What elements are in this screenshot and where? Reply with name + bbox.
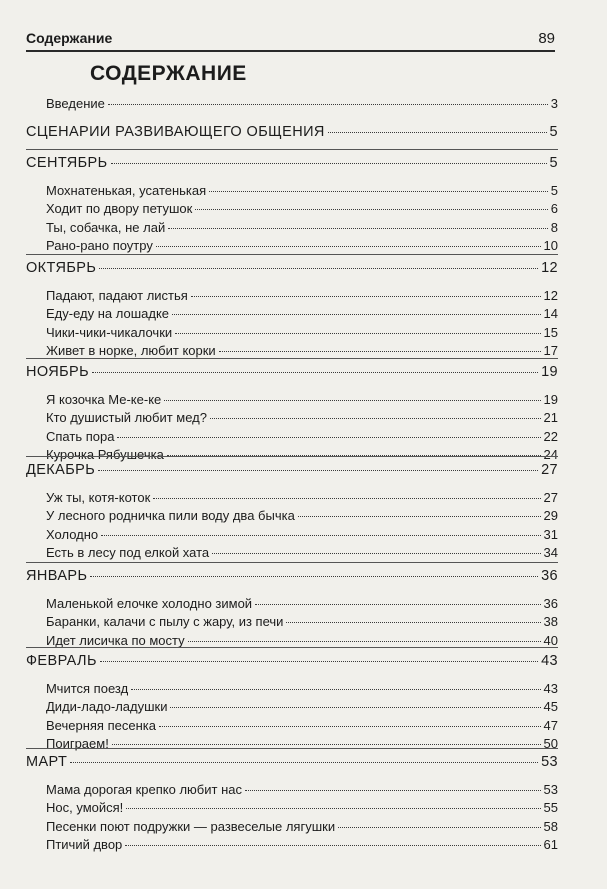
toc-entry [26, 447, 558, 462]
toc-month-heading-page: 5 [549, 155, 558, 171]
dot-leader [245, 790, 541, 791]
dot-leader [212, 553, 540, 554]
toc-entry-page: 31 [543, 527, 558, 542]
toc-entry [26, 681, 558, 696]
running-header [26, 30, 555, 52]
toc-entry-page: 40 [543, 633, 558, 648]
toc-entry-title: Введение [46, 96, 105, 111]
toc-entry-page: 24 [543, 447, 558, 462]
toc-entry-page: 6 [550, 201, 558, 216]
dot-leader [126, 808, 540, 809]
toc-month-heading [26, 462, 558, 478]
toc-entry-page: 5 [550, 183, 558, 198]
toc-entry-title: Чики-чики-чикалочки [46, 325, 173, 340]
toc-month-heading-page: 27 [541, 462, 558, 478]
toc-entry [26, 490, 558, 505]
toc-entry-title: Диди-ладо-ладушки [46, 699, 168, 714]
section-divider [26, 358, 558, 359]
toc-entry-page: 19 [543, 392, 558, 407]
dot-leader [168, 228, 548, 229]
dot-leader [153, 498, 540, 499]
toc-entry-title: Я козочка Ме-ке-ке [46, 392, 162, 407]
toc-entry-title: Рано-рано поутру [46, 238, 153, 253]
toc-month-heading-page: 12 [541, 260, 558, 276]
dot-leader [131, 689, 540, 690]
dot-leader [70, 762, 538, 763]
dot-leader [111, 163, 547, 164]
toc-entry [26, 718, 558, 733]
toc-month-heading-title: ДЕКАБРЬ [26, 462, 96, 478]
toc-entry [26, 306, 558, 321]
toc-entry-page: 12 [543, 288, 558, 303]
section-divider [26, 647, 558, 648]
toc-entry-title: Идет лисичка по мосту [46, 633, 185, 648]
toc-entry-title: Поиграем! [46, 736, 109, 751]
dot-leader [175, 333, 540, 334]
toc-entry-title: Кто душистый любит мед? [46, 410, 207, 425]
toc-entry-title: Спать пора [46, 429, 115, 444]
section-divider [26, 456, 558, 457]
toc-month-heading [26, 260, 558, 276]
toc-month-heading [26, 754, 558, 770]
dot-leader [255, 604, 540, 605]
toc-title: СОДЕРЖАНИЕ [90, 62, 247, 85]
toc-entry-title: Вечерняя песенка [46, 718, 156, 733]
toc-part-title: СЦЕНАРИИ РАЗВИВАЮЩЕГО ОБЩЕНИЯ [26, 124, 325, 140]
dot-leader [99, 268, 538, 269]
toc-entry [26, 633, 558, 648]
toc-entry-page: 14 [543, 306, 558, 321]
toc-entry-title: Еду-еду на лошадке [46, 306, 170, 321]
dot-leader [286, 622, 540, 623]
toc-entry-title: Падают, падают листья [46, 288, 188, 303]
section-divider [26, 562, 558, 563]
toc-entry-page: 36 [543, 596, 558, 611]
dot-leader [338, 827, 540, 828]
toc-entry-page: 22 [543, 429, 558, 444]
toc-month-heading-title: МАРТ [26, 754, 68, 770]
toc-entry [26, 325, 558, 340]
toc-entry [26, 343, 558, 358]
toc-entry [26, 220, 558, 235]
dot-leader [219, 351, 541, 352]
toc-month-heading-page: 53 [541, 754, 558, 770]
dot-leader [108, 104, 548, 105]
dot-leader [159, 726, 541, 727]
toc-entry [26, 527, 558, 542]
toc-entry-title: У лесного родничка пили воду два бычка [46, 508, 295, 523]
dot-leader [98, 470, 538, 471]
toc-entry-title: Живет в норке, любит корки [46, 343, 216, 358]
toc-entry-page: 38 [543, 614, 558, 629]
toc-entry [26, 837, 558, 852]
dot-leader [170, 707, 540, 708]
toc-month-heading [26, 364, 558, 380]
toc-entry-page: 43 [543, 681, 558, 696]
toc-entry-title: Птичий двор [46, 837, 123, 852]
running-title: Содержание [26, 30, 113, 46]
toc-part-page: 5 [549, 124, 558, 140]
section-divider [26, 254, 558, 255]
toc-entry [26, 201, 558, 216]
dot-leader [156, 246, 541, 247]
dot-leader [188, 641, 541, 642]
toc-entry-page: 10 [543, 238, 558, 253]
toc-entry-title: Нос, умойся! [46, 800, 124, 815]
toc-entry-title: Маленькой елочке холодно зимой [46, 596, 253, 611]
toc-entry-page: 45 [543, 699, 558, 714]
toc-entry-page: 53 [543, 782, 558, 797]
dot-leader [328, 132, 547, 133]
toc-entry [26, 614, 558, 629]
toc-entry [26, 183, 558, 198]
toc-entry-page: 34 [543, 545, 558, 560]
toc-month-heading [26, 653, 558, 669]
toc-entry-page: 47 [543, 718, 558, 733]
toc-entry [26, 238, 558, 253]
section-divider [26, 149, 558, 150]
dot-leader [210, 418, 541, 419]
dot-leader [101, 535, 540, 536]
toc-part-heading [26, 124, 558, 140]
dot-leader [195, 209, 547, 210]
toc-month-heading-title: ЯНВАРЬ [26, 568, 88, 584]
toc-entry-title: Мохнатенькая, усатенькая [46, 183, 207, 198]
toc-entry-title: Мчится поезд [46, 681, 129, 696]
toc-entry-page: 61 [543, 837, 558, 852]
toc-entry-title: Мама дорогая крепко любит нас [46, 782, 242, 797]
toc-entry [26, 508, 558, 523]
toc-entry [26, 596, 558, 611]
toc-entry-title: Песенки поют подружки — развеселые лягушки [46, 819, 336, 834]
toc-entry-page: 58 [543, 819, 558, 834]
toc-entry [26, 429, 558, 444]
dot-leader [209, 191, 548, 192]
toc-month-heading-title: НОЯБРЬ [26, 364, 90, 380]
dot-leader [92, 372, 538, 373]
toc-month-heading [26, 155, 558, 171]
toc-entry [26, 699, 558, 714]
toc-entry-page: 55 [543, 800, 558, 815]
toc-entry-title: Курочка Рябушечка [46, 447, 164, 462]
toc-entry-page: 21 [543, 410, 558, 425]
toc-entry-title: Есть в лесу под елкой хата [46, 545, 210, 560]
toc-entry-title: Ты, собачка, не лай [46, 220, 166, 235]
toc-entry [26, 545, 558, 560]
dot-leader [191, 296, 541, 297]
dot-leader [125, 845, 540, 846]
toc-entry-title: Ходит по двору петушок [46, 201, 193, 216]
toc-entry-page: 27 [543, 490, 558, 505]
dot-leader [112, 744, 541, 745]
toc-month-heading-page: 43 [541, 653, 558, 669]
toc-month-heading-page: 36 [541, 568, 558, 584]
toc-month-heading-title: ОКТЯБРЬ [26, 260, 97, 276]
toc-month-heading-title: ФЕВРАЛЬ [26, 653, 97, 669]
dot-leader [172, 314, 541, 315]
toc-entry-title: Баранки, калачи с пылу с жару, из печи [46, 614, 284, 629]
dot-leader [100, 661, 538, 662]
dot-leader [164, 400, 540, 401]
toc-entry-page: 15 [543, 325, 558, 340]
toc-entry [26, 410, 558, 425]
toc-entry [26, 288, 558, 303]
dot-leader [90, 576, 538, 577]
section-divider [26, 748, 558, 749]
toc-month-heading [26, 568, 558, 584]
toc-entry-page: 8 [550, 220, 558, 235]
toc-entry-title: Уж ты, котя-коток [46, 490, 151, 505]
toc-entry [26, 392, 558, 407]
dot-leader [298, 516, 541, 517]
toc-entry-page: 29 [543, 508, 558, 523]
page-number: 89 [538, 30, 555, 47]
toc-entry-page: 17 [543, 343, 558, 358]
toc-entry-intro [26, 96, 558, 111]
dot-leader [117, 437, 540, 438]
toc-entry-page: 50 [543, 736, 558, 751]
toc-month-heading-page: 19 [541, 364, 558, 380]
toc-month-heading-title: СЕНТЯБРЬ [26, 155, 108, 171]
toc-entry [26, 782, 558, 797]
toc-entry [26, 819, 558, 834]
toc-entry [26, 800, 558, 815]
toc-entry-page: 3 [550, 96, 558, 111]
toc-entry-title: Холодно [46, 527, 99, 542]
